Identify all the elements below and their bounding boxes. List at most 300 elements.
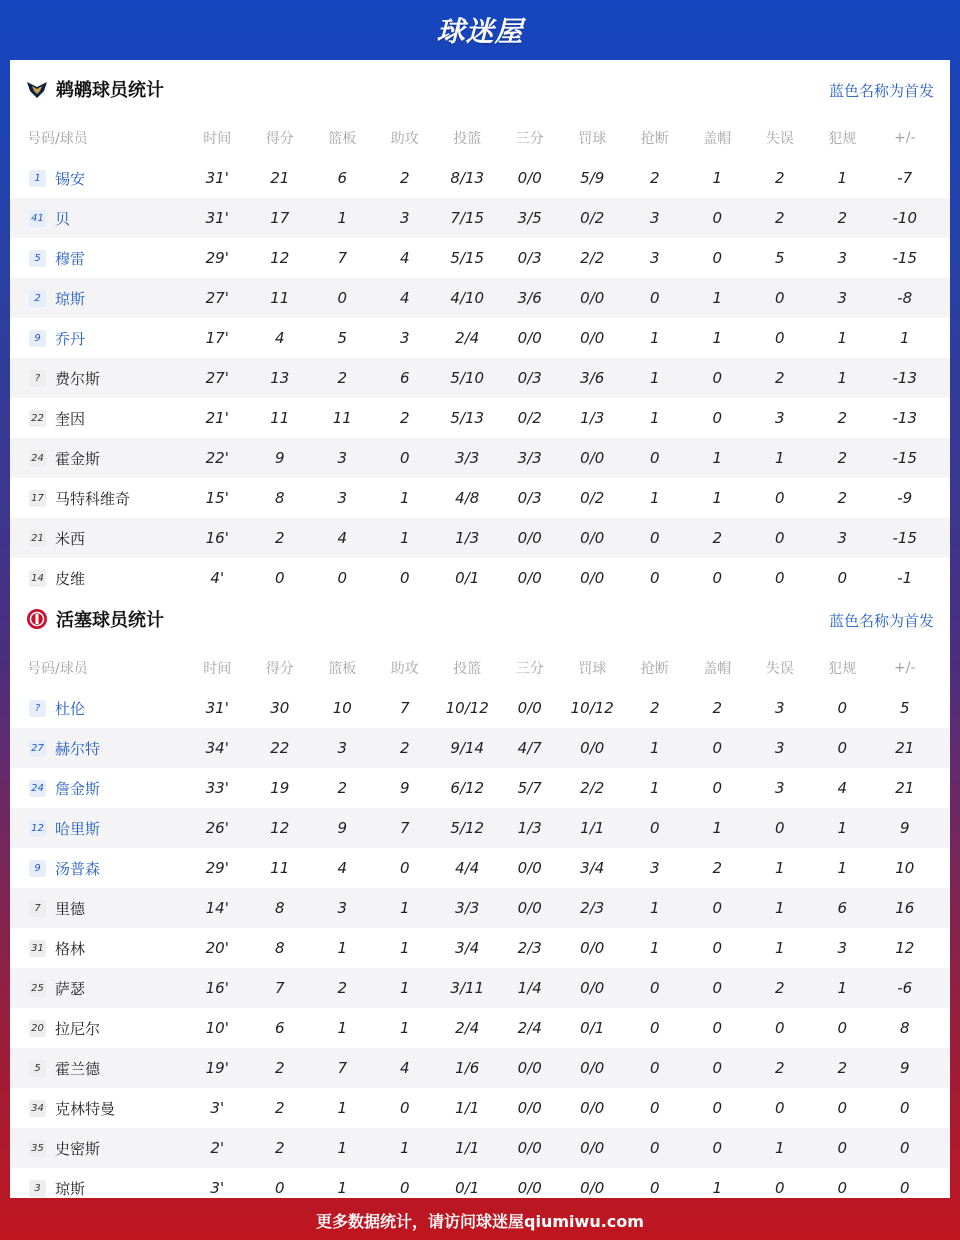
jersey-number-badge: 25 [29,980,46,997]
player-cell [10,1178,186,1199]
stat-ft: 0/0 [580,1059,605,1077]
player-row[interactable] [10,808,950,848]
stat-fg: 2/4 [455,329,480,347]
stat-stl: 1 [649,739,660,757]
stat-ft: 0/2 [580,489,605,507]
stat-pf: 1 [837,169,848,187]
column-header: 失误 [765,661,794,677]
stat-blk: 0 [712,409,723,427]
stat-ast: 0 [399,1179,410,1197]
stat-stl: 3 [649,249,660,267]
stat-3pt: 2/4 [517,1019,542,1037]
player-row[interactable] [10,688,950,728]
stat-tov: 2 [774,169,785,187]
stat-ast: 2 [399,409,410,427]
stat-stl: 3 [649,209,660,227]
stat-ft: 0/2 [580,209,605,227]
stat-fg: 3/3 [455,449,480,467]
stat-pf: 0 [837,1139,848,1157]
jersey-number-badge: 14 [29,570,46,587]
stat-plus-minus: -13 [892,369,917,387]
stat-blk: 1 [712,819,723,837]
stat-reb: 4 [337,529,348,547]
player-name[interactable]: 锡安 [55,169,86,188]
stat-ast: 9 [399,779,410,797]
stat-ft: 0/0 [580,1179,605,1197]
stat-tov: 2 [774,979,785,997]
stat-min: 26' [205,819,229,837]
pistons-logo-icon [26,608,48,630]
stat-stl: 1 [649,329,660,347]
stat-stl: 1 [649,899,660,917]
stat-plus-minus: 0 [899,1139,910,1157]
stat-fg: 0/1 [455,1179,480,1197]
stat-tov: 3 [774,409,785,427]
player-row[interactable] [10,398,950,438]
pistons-stats-panel [10,590,950,1198]
column-header: 投篮 [453,661,482,677]
player-row[interactable] [10,1088,950,1128]
stat-stl: 0 [649,1179,660,1197]
player-cell [10,488,186,509]
team-header [10,60,950,118]
stat-tov: 0 [774,1019,785,1037]
stat-pts: 11 [270,289,290,307]
stat-tov: 2 [774,369,785,387]
stat-pf: 2 [837,409,848,427]
player-row[interactable] [10,728,950,768]
top-bar [0,0,960,60]
player-row[interactable] [10,1128,950,1168]
player-cell [10,448,186,469]
stat-tov: 3 [774,779,785,797]
stat-pts: 8 [274,939,285,957]
stat-pf: 3 [837,289,848,307]
stat-pf: 2 [837,489,848,507]
player-row[interactable] [10,238,950,278]
team-title: 鹈鹕球员统计 [56,80,164,101]
player-row[interactable] [10,848,950,888]
stat-pts: 4 [274,329,285,347]
stat-pts: 0 [274,1179,285,1197]
player-name[interactable]: 乔丹 [55,329,86,348]
stat-pts: 17 [270,209,290,227]
stat-ast: 2 [399,739,410,757]
stat-min: 34' [205,739,229,757]
player-cell [10,328,186,349]
stat-plus-minus: -15 [892,529,917,547]
stat-min: 4' [210,569,225,587]
pelicans-stats-panel [10,60,950,590]
stat-ft: 5/9 [580,169,605,187]
stat-pf: 0 [837,1179,848,1197]
stat-stl: 1 [649,779,660,797]
stat-pf: 0 [837,1099,848,1117]
column-header: 犯规 [828,661,857,677]
player-row[interactable] [10,888,950,928]
column-header: 三分 [515,661,544,677]
stat-pts: 2 [274,1059,285,1077]
player-row[interactable] [10,1048,950,1088]
stat-pts: 22 [270,739,290,757]
stat-fg: 7/15 [450,209,485,227]
stat-stl: 1 [649,939,660,957]
column-header: 投篮 [453,131,482,147]
stat-tov: 0 [774,1099,785,1117]
stat-3pt: 0/0 [517,569,542,587]
stat-pf: 1 [837,369,848,387]
jersey-number-badge: 12 [29,820,46,837]
stat-stl: 0 [649,1099,660,1117]
column-header: 篮板 [328,131,357,147]
stat-pts: 7 [274,979,285,997]
brand-logo: 球迷屋 [436,15,524,48]
column-header: 罚球 [578,661,607,677]
stat-fg: 4/8 [455,489,480,507]
stat-3pt: 0/0 [517,699,542,717]
player-cell [10,168,186,189]
stat-plus-minus: -10 [892,209,917,227]
stat-pf: 2 [837,209,848,227]
player-row[interactable] [10,928,950,968]
player-name[interactable]: 汤普森 [55,859,101,878]
stat-reb: 4 [337,859,348,877]
stat-ast: 1 [399,899,410,917]
stat-reb: 7 [337,1059,348,1077]
player-name[interactable]: 奎因 [55,409,86,428]
column-header: 得分 [265,661,294,677]
stat-plus-minus: 12 [895,939,915,957]
stat-pts: 8 [274,489,285,507]
stat-min: 19' [205,1059,229,1077]
stat-pf: 0 [837,699,848,717]
stat-blk: 1 [712,489,723,507]
stat-plus-minus: -1 [897,569,913,587]
player-cell [10,368,186,389]
jersey-number-badge: 17 [29,490,46,507]
stat-blk: 0 [712,1099,723,1117]
stat-min: 17' [205,329,229,347]
player-row[interactable] [10,768,950,808]
player-name[interactable]: 里德 [55,899,86,918]
stat-pf: 3 [837,939,848,957]
jersey-number-badge: 31 [29,940,46,957]
stat-reb: 1 [337,939,348,957]
player-row[interactable] [10,158,950,198]
player-row[interactable] [10,478,950,518]
stat-min: 31' [205,699,229,717]
stat-stl: 0 [649,819,660,837]
stat-min: 2' [210,1139,225,1157]
stat-tov: 0 [774,569,785,587]
stat-stl: 0 [649,529,660,547]
stat-plus-minus: 0 [899,1179,910,1197]
stat-ast: 0 [399,859,410,877]
stat-blk: 0 [712,1059,723,1077]
stat-3pt: 0/0 [517,1059,542,1077]
stat-ast: 1 [399,1019,410,1037]
stat-pts: 13 [270,369,290,387]
stat-pf: 2 [837,449,848,467]
stat-ft: 0/0 [580,329,605,347]
player-name[interactable]: 皮维 [55,569,86,588]
stat-3pt: 1/4 [517,979,542,997]
stat-fg: 1/1 [455,1139,480,1157]
stat-stl: 0 [649,1139,660,1157]
stat-pts: 11 [270,409,290,427]
player-name[interactable]: 史密斯 [55,1139,101,1158]
stat-tov: 0 [774,289,785,307]
stat-tov: 2 [774,209,785,227]
column-header: +/- [894,660,916,676]
column-header: 篮板 [328,661,357,677]
stat-reb: 9 [337,819,348,837]
player-name[interactable]: 拉尼尔 [55,1019,101,1038]
player-name[interactable]: 赫尔特 [55,739,101,758]
stat-tov: 1 [774,1139,785,1157]
stat-ast: 0 [399,569,410,587]
player-cell [10,698,186,719]
jersey-number-badge: 2 [29,290,46,307]
stat-fg: 9/14 [450,739,485,757]
pelicans-logo-icon [26,78,48,100]
stat-3pt: 1/3 [517,819,542,837]
stat-reb: 7 [337,249,348,267]
stat-reb: 2 [337,369,348,387]
stat-min: 22' [205,449,229,467]
stat-ft: 0/0 [580,739,605,757]
stat-plus-minus: -6 [897,979,913,997]
stat-reb: 2 [337,979,348,997]
stat-pts: 19 [270,779,290,797]
stat-pts: 2 [274,1099,285,1117]
stat-pf: 3 [837,529,848,547]
stat-reb: 3 [337,899,348,917]
jersey-number-badge: 3 [29,1180,46,1197]
stat-pts: 30 [270,699,290,717]
stat-plus-minus: 9 [899,819,910,837]
stat-min: 3' [210,1179,225,1197]
table-header-row [10,118,950,158]
stat-fg: 5/12 [450,819,485,837]
stat-pts: 12 [270,249,290,267]
stat-plus-minus: 1 [899,329,910,347]
player-name[interactable]: 詹金斯 [55,779,101,798]
stat-ast: 4 [399,1059,410,1077]
stat-stl: 2 [649,699,660,717]
player-row[interactable] [10,438,950,478]
stat-pts: 11 [270,859,290,877]
player-row[interactable] [10,968,950,1008]
stat-min: 29' [205,249,229,267]
jersey-number-badge: 9 [29,330,46,347]
stat-reb: 3 [337,739,348,757]
stat-3pt: 0/0 [517,529,542,547]
player-name[interactable]: 费尔斯 [55,369,101,388]
stat-pts: 6 [274,1019,285,1037]
player-name[interactable]: 霍兰德 [55,1059,101,1078]
stat-pf: 1 [837,859,848,877]
stat-min: 14' [205,899,229,917]
player-name[interactable]: 琼斯 [55,1179,86,1198]
jersey-number-badge: 24 [29,780,46,797]
stat-pf: 2 [837,1059,848,1077]
stat-tov: 0 [774,1179,785,1197]
stat-reb: 3 [337,449,348,467]
player-row[interactable] [10,1008,950,1048]
stat-pts: 0 [274,569,285,587]
stat-pts: 2 [274,1139,285,1157]
stat-fg: 8/13 [450,169,485,187]
stat-fg: 2/4 [455,1019,480,1037]
stat-reb: 2 [337,779,348,797]
jersey-number-badge: 34 [29,1100,46,1117]
player-name[interactable]: 琼斯 [55,289,86,308]
stat-pf: 0 [837,569,848,587]
stat-blk: 1 [712,449,723,467]
stat-reb: 5 [337,329,348,347]
column-header: 抢断 [640,131,669,147]
stat-ft: 3/6 [580,369,605,387]
stat-ast: 7 [399,819,410,837]
stat-fg: 4/10 [450,289,485,307]
player-name[interactable]: 霍金斯 [55,449,101,468]
stat-plus-minus: -15 [892,449,917,467]
stat-ft: 2/3 [580,899,605,917]
stat-blk: 0 [712,369,723,387]
jersey-number-badge: 22 [29,410,46,427]
stat-ast: 0 [399,1099,410,1117]
stat-plus-minus: 10 [895,859,915,877]
player-name[interactable]: 贝 [55,209,71,228]
footer-text: 更多数据统计，请访问球迷屋qiumiwu.com [316,1211,644,1231]
player-cell [10,858,186,879]
stat-reb: 11 [332,409,352,427]
player-name[interactable]: 米西 [55,529,86,548]
stat-tov: 2 [774,1059,785,1077]
stat-ft: 0/0 [580,289,605,307]
stat-ast: 4 [399,249,410,267]
stat-min: 10' [205,1019,229,1037]
stat-tov: 0 [774,529,785,547]
player-row[interactable] [10,358,950,398]
stat-min: 21' [205,409,229,427]
stat-blk: 0 [712,1019,723,1037]
player-name[interactable]: 穆雷 [55,249,86,268]
stat-tov: 0 [774,819,785,837]
stat-blk: 0 [712,979,723,997]
player-row[interactable] [10,278,950,318]
player-cell [10,738,186,759]
stat-pf: 3 [837,249,848,267]
stat-pf: 4 [837,779,848,797]
player-cell [10,978,186,999]
player-row[interactable] [10,518,950,558]
stat-3pt: 2/3 [517,939,542,957]
player-name[interactable]: 萨瑟 [55,979,86,998]
stat-plus-minus: 21 [895,739,915,757]
stat-stl: 3 [649,859,660,877]
stat-3pt: 3/6 [517,289,542,307]
jersey-number-badge: 24 [29,450,46,467]
player-cell [10,568,186,589]
stat-ft: 0/0 [580,569,605,587]
stat-plus-minus: 5 [899,699,910,717]
stat-reb: 0 [337,569,348,587]
stat-ft: 0/0 [580,1099,605,1117]
stat-ft: 1/3 [580,409,605,427]
stat-ft: 0/0 [580,1139,605,1157]
stat-reb: 1 [337,1019,348,1037]
player-name[interactable]: 杜伦 [55,699,86,718]
jersey-number-badge: 35 [29,1140,46,1157]
footer-banner[interactable] [0,1200,960,1240]
stat-blk: 2 [712,859,723,877]
stat-3pt: 0/3 [517,489,542,507]
player-cell [10,938,186,959]
stat-fg: 3/11 [450,979,485,997]
player-cell [10,288,186,309]
column-header: 三分 [515,131,544,147]
stat-ft: 2/2 [580,249,605,267]
stat-ft: 0/0 [580,939,605,957]
stat-pts: 12 [270,819,290,837]
stat-ast: 3 [399,209,410,227]
player-name[interactable]: 马特科维奇 [55,489,131,508]
stat-fg: 0/1 [455,569,480,587]
jersey-number-badge: 5 [29,250,46,267]
stat-min: 27' [205,289,229,307]
player-name[interactable]: 哈里斯 [55,819,101,838]
stat-reb: 1 [337,1099,348,1117]
stat-blk: 2 [712,529,723,547]
stat-pf: 1 [837,979,848,997]
stat-plus-minus: 8 [899,1019,910,1037]
player-row[interactable] [10,198,950,238]
stat-blk: 0 [712,939,723,957]
stat-fg: 1/6 [455,1059,480,1077]
player-cell [10,248,186,269]
stat-pf: 1 [837,819,848,837]
stat-min: 31' [205,209,229,227]
stat-3pt: 0/0 [517,1099,542,1117]
stat-stl: 1 [649,369,660,387]
player-row[interactable] [10,318,950,358]
player-cell [10,408,186,429]
stat-ast: 4 [399,289,410,307]
stat-plus-minus: -13 [892,409,917,427]
player-name[interactable]: 克林特曼 [55,1099,116,1118]
column-header: 失误 [765,131,794,147]
stat-3pt: 0/0 [517,329,542,347]
stat-tov: 0 [774,329,785,347]
stat-tov: 0 [774,489,785,507]
player-cell [10,898,186,919]
player-cell [10,818,186,839]
column-header: 助攻 [390,131,419,147]
stat-plus-minus: 0 [899,1099,910,1117]
stat-3pt: 3/5 [517,209,542,227]
stat-3pt: 0/0 [517,899,542,917]
stat-ast: 0 [399,449,410,467]
stat-plus-minus: -7 [897,169,913,187]
player-name[interactable]: 格林 [55,939,86,958]
stat-min: 27' [205,369,229,387]
stat-reb: 3 [337,489,348,507]
stat-ast: 1 [399,489,410,507]
stat-stl: 0 [649,449,660,467]
stat-reb: 0 [337,289,348,307]
